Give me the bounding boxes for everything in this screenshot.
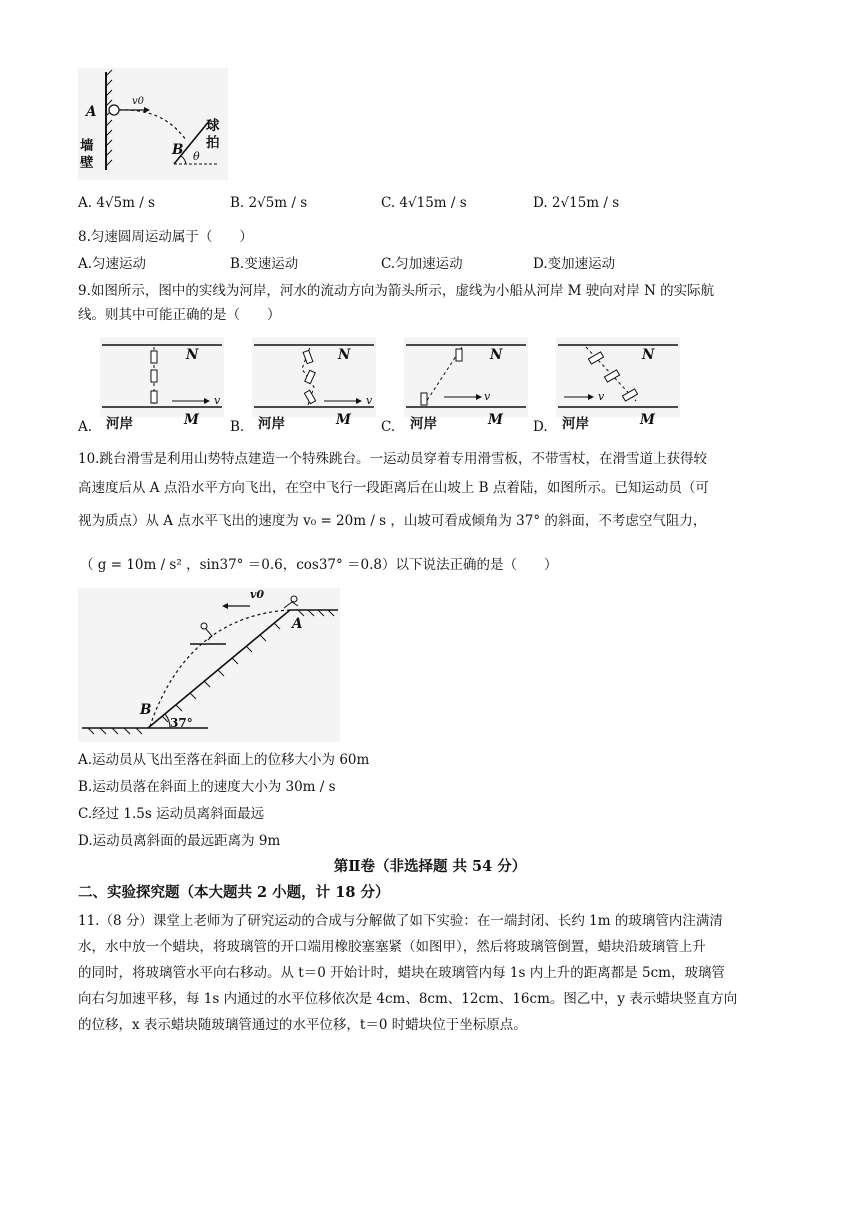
river-diagram-b [252, 337, 376, 417]
figure1-label-v0: v0 [132, 96, 145, 107]
part2-title: 第Ⅱ卷（非选择题 共 54 分） [333, 858, 527, 875]
q10-stem-line2: 高速度后从 A 点沿水平方向飞出，在空中飞行一段距离后在山坡上 B 点着陆，如图所示。已知运动员（可 [78, 480, 709, 496]
ski-label-angle: 37° [170, 716, 193, 730]
river-a-label-v: v [214, 394, 221, 407]
q10-stem-line3: 视为质点）从 A 点水平飞出的速度为 v₀ = 20m / s ，山坡可看成倾角为 37° 的斜面，不考虑空气阻力， [78, 513, 707, 529]
river-diagram-d [556, 337, 680, 417]
q8-stem: 8.匀速圆周运动属于（ ） [78, 229, 253, 245]
river-b-label-bank: 河岸 [258, 416, 285, 432]
river-a-label-bank: 河岸 [106, 416, 133, 432]
figure1-label-racket-2: 拍 [206, 135, 220, 151]
q9-stem-line1: 9.如图所示，图中的实线为河岸，河水的流动方向为箭头所示，虚线为小船从河岸 M 驶向对岸 N 的实际航 [78, 283, 715, 299]
q10-stem-line1: 10.跳台滑雪是利用山势特点建造一个特殊跳台。一运动员穿着专用滑雪板，不带雪杖，在滑雪道上获得较 [78, 451, 707, 467]
river-d-label-bank: 河岸 [562, 416, 589, 432]
q7-option-a: A. 4√5m / s [78, 195, 155, 211]
section2-heading: 二、实验探究题（本大题共 2 小题，计 18 分） [78, 884, 390, 901]
q9-option-a: A. [78, 419, 93, 435]
figure1-label-a: A [86, 104, 97, 120]
river-c-label-n: N [490, 347, 503, 363]
q8-option-b: B.变速运动 [230, 256, 299, 272]
q9-option-c: C. [381, 419, 396, 435]
q11-line2: 水，水中放一个蜡块，将玻璃管的开口端用橡胶塞塞紧（如图甲），然后将玻璃管倒置，蜡块沿玻璃管上升 [78, 939, 706, 955]
q7-option-d: D. 2√15m / s [533, 195, 620, 211]
river-c-label-v: v [484, 390, 491, 403]
figure1-label-wall-1: 墙 [80, 138, 94, 154]
river-a-label-n: N [186, 347, 199, 363]
river-b-label-v: v [366, 394, 373, 407]
figure1-label-racket-1: 球 [206, 118, 220, 134]
q10-option-d: D.运动员离斜面的最远距离为 9m [78, 833, 281, 849]
q11-line5: 的位移，x 表示蜡块随玻璃管通过的水平位移，t＝0 时蜡块位于坐标原点。 [78, 1017, 527, 1033]
figure1-label-wall-2: 壁 [80, 155, 94, 171]
figure1-label-theta: θ [193, 150, 200, 163]
river-b-label-m: M [336, 412, 351, 428]
q9-option-d: D. [533, 419, 548, 435]
river-d-label-n: N [642, 347, 655, 363]
river-a-label-m: M [184, 412, 199, 428]
q8-option-a: A.匀速运动 [78, 256, 147, 272]
figure1-label-b: B [172, 142, 184, 158]
q7-option-c: C. 4√15m / s [381, 195, 467, 211]
q11-line1: 11.（8 分）课堂上老师为了研究运动的合成与分解做了如下实验：在一端封闭、长约 1m 的玻璃管内注满清 [78, 913, 723, 929]
river-b-label-n: N [338, 347, 351, 363]
river-c-label-m: M [488, 412, 503, 428]
q8-option-d: D.变加速运动 [533, 256, 616, 272]
q11-line3: 的同时，将玻璃管水平向右移动。从 t＝0 开始计时，蜡块在玻璃管内每 1s 内上升的距离都是 5cm，玻璃管 [78, 965, 725, 981]
ski-label-v0: v0 [250, 588, 265, 601]
q10-option-a: A.运动员从飞出至落在斜面上的位移大小为 60m [78, 752, 370, 768]
river-c-label-bank: 河岸 [410, 416, 437, 432]
river-diagram-a [100, 337, 224, 417]
q10-option-b: B.运动员落在斜面上的速度大小为 30m / s [78, 779, 336, 795]
q8-option-c: C.匀加速运动 [381, 256, 463, 272]
q9-option-b: B. [230, 419, 245, 435]
river-d-label-v: v [598, 390, 605, 403]
river-d-label-m: M [640, 412, 655, 428]
q10-option-c: C.经过 1.5s 运动员离斜面最远 [78, 806, 265, 822]
ski-label-b: B [140, 702, 152, 718]
river-diagram-c [404, 337, 528, 417]
q10-stem-line4: （ g = 10m / s² ，sin37° ＝0.6，cos37° ＝0.8）以下说法正确的是（ ） [80, 557, 558, 573]
ski-jump-figure [78, 588, 340, 742]
q9-stem-line2: 线。则其中可能正确的是（ ） [78, 307, 281, 323]
q7-option-b: B. 2√5m / s [230, 195, 308, 211]
ski-label-a: A [292, 616, 303, 632]
q11-line4: 向右匀加速平移，每 1s 内通过的水平位移依次是 4cm、8cm、12cm、16cm。图乙中，y 表示蜡块竖直方向 [78, 991, 738, 1007]
